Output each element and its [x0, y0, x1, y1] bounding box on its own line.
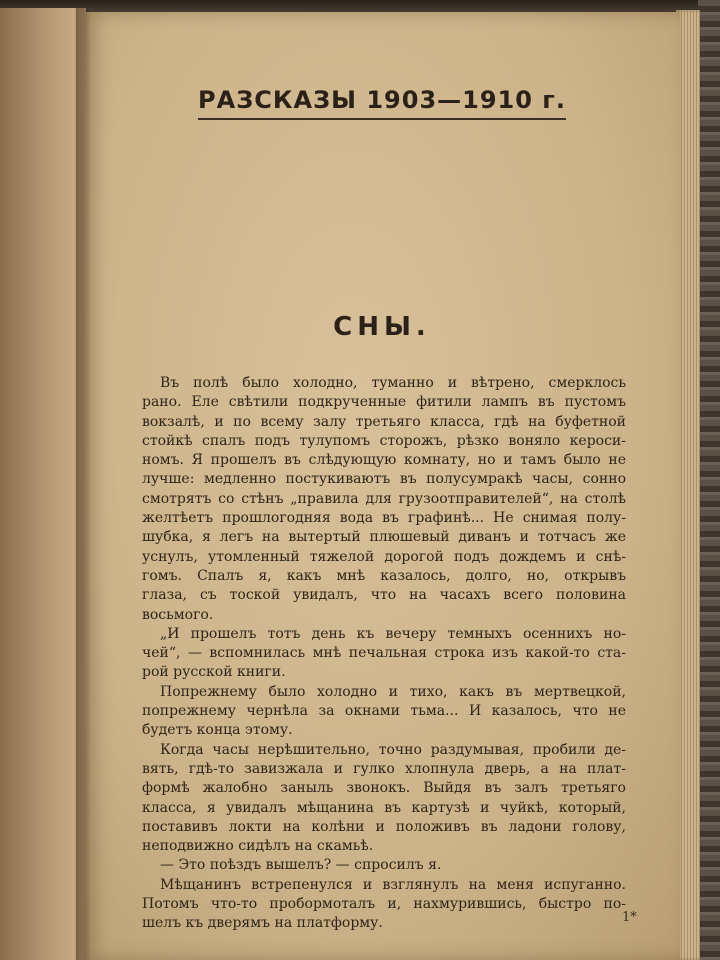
text-line: шубка, я легъ на вытертый плюшевый диванъ и тотчасъ же: [142, 529, 626, 546]
text-line: шелъ къ дверямъ на платформу.: [142, 915, 383, 932]
text-line: Попрежнему было холодно и тихо, какъ въ мертвецкой,: [160, 683, 626, 700]
text-line: рой русской книги.: [142, 664, 286, 681]
text-line: Когда часы нерѣшительно, точно раздумывая, пробили де-: [160, 741, 626, 758]
book-gutter: [76, 8, 90, 960]
text-line: стойкѣ спалъ подъ тулупомъ сторожъ, рѣзко воняло кероси-: [142, 432, 626, 449]
text-line: поставивъ локти на колѣни и положивъ въ ладони голову,: [142, 818, 626, 835]
text-line: желтѣетъ прошлогодняя вода въ графинѣ... Не снимая полу-: [142, 510, 626, 527]
text-line: формѣ жалобно заныль звонокъ. Выйдя въ залъ третьяго: [142, 780, 626, 797]
text-line: вокзалѣ, и по всему залу третьяго класса, гдѣ на буфетной: [142, 413, 626, 430]
text-line: рано. Еле свѣтили подкрученные фитили лампъ въ пустомъ: [142, 394, 626, 411]
text-line: гомъ. Спалъ я, какъ мнѣ казалось, долго, но, открывъ: [142, 567, 626, 584]
text-line: лучше: медленно постукиваютъ въ полусумракѣ часы, сонно: [142, 471, 626, 488]
running-header: [84, 86, 680, 120]
text-line: глаза, съ тоской увидалъ, что на часахъ всего половина: [142, 587, 626, 604]
text-line: номъ. Я прошелъ въ слѣдующую комнату, но и тамъ было не: [142, 452, 626, 469]
text-line: вять, гдѣ-то завизжала и гулко хлопнула дверь, а на плат-: [142, 760, 626, 777]
text-line: восьмого.: [142, 606, 214, 623]
text-line: „И прошелъ тотъ день къ вечеру темныхъ осеннихъ но-: [160, 625, 626, 642]
page-number: 1*: [622, 910, 637, 925]
book-page: [84, 12, 680, 960]
left-page-edge: [0, 8, 86, 960]
body-text: [142, 374, 626, 934]
text-line: неподвижно сидѣлъ на скамьѣ.: [142, 838, 374, 855]
text-line: класса, я увидалъ мѣщанина въ картузѣ и чуйкѣ, который,: [142, 799, 626, 816]
text-line: будетъ конца этому.: [142, 722, 293, 739]
background-right: [698, 0, 720, 960]
text-line: смотрятъ со стѣнъ „правила для грузоотправителей“, на столѣ: [142, 490, 626, 507]
text-line: — Это поѣздъ вышелъ? — спросилъ я.: [160, 857, 442, 874]
text-line: попрежнему чернѣла за окнами тьма... И казалось, что не: [142, 703, 626, 720]
text-line: чей“, — вспомнилась мнѣ печальная строка изъ какой-то ста-: [142, 645, 626, 662]
text-line: Мѣщанинъ встрепенулся и взглянулъ на меня испуганно.: [160, 876, 626, 893]
text-line: Въ полѣ было холодно, туманно и вѣтрено, смерклось: [160, 375, 626, 391]
text-line: уснулъ, утомленный тяжелой дорогой подъ дождемъ и снѣ-: [142, 548, 626, 565]
text-line: Потомъ что-то пробормоталъ и, нахмурившись, быстро по-: [142, 896, 626, 913]
story-title: СНЫ.: [333, 312, 431, 342]
section-title: РАЗСКАЗЫ 1903—1910 г.: [198, 86, 566, 120]
